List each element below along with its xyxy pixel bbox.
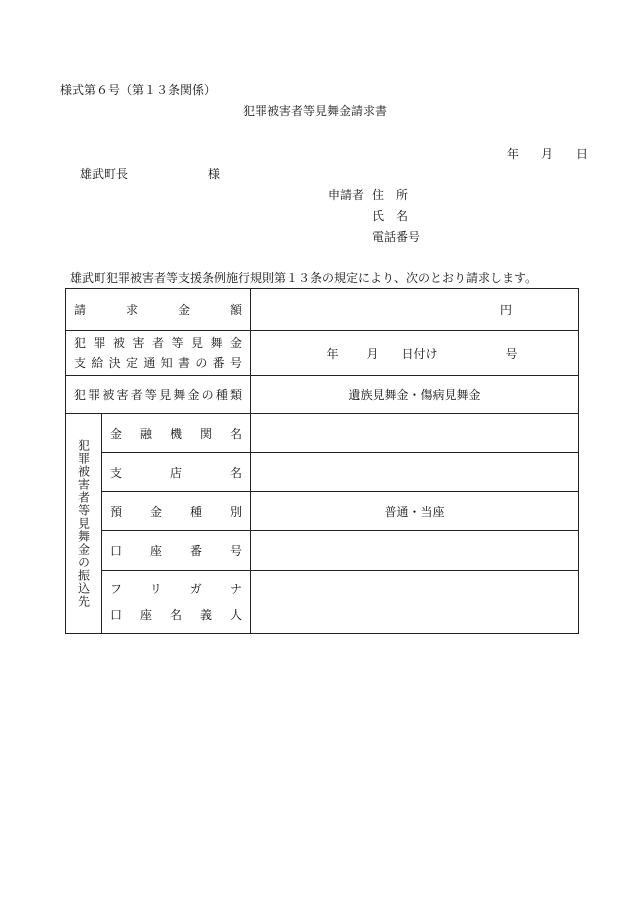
type-label: 犯罪被害者等見舞金の種類 xyxy=(66,376,251,414)
date-month-label: 月 xyxy=(541,147,554,161)
account-holder-field[interactable] xyxy=(251,571,579,634)
account-holder-label xyxy=(102,571,251,634)
form-number: 様式第６号（第１３条関係） xyxy=(60,83,217,97)
amount-unit: 円 xyxy=(500,303,513,317)
deposit-type-value[interactable]: 普通・当座 xyxy=(251,492,579,531)
notice-month: 月 xyxy=(366,346,379,361)
notice-date-suffix: 日付け xyxy=(401,346,438,361)
amount-field[interactable] xyxy=(251,289,579,331)
account-holder-row xyxy=(66,571,579,634)
request-table xyxy=(65,288,579,634)
applicant-address-label: 住 所 xyxy=(372,188,409,202)
account-number-field[interactable] xyxy=(251,531,579,571)
date-year-label: 年 xyxy=(507,147,520,161)
account-holder-name-label: 口座名義人 xyxy=(110,608,243,622)
applicant-phone-label: 電話番号 xyxy=(372,230,421,244)
notice-year: 年 xyxy=(326,346,339,361)
bank-label: 金融機関名 xyxy=(102,414,251,453)
addressee-name: 雄武町長 xyxy=(80,167,129,181)
bank-field[interactable] xyxy=(251,414,579,453)
notice-row xyxy=(66,331,579,376)
addressee-honorific: 様 xyxy=(208,167,221,181)
bank-row xyxy=(66,414,579,453)
furigana-label: フリガナ xyxy=(110,582,243,596)
transfer-group-label: 犯罪被害者等見舞金の振込先 xyxy=(66,414,102,634)
document-title: 犯罪被害者等見舞金請求書 xyxy=(242,104,387,118)
deposit-type-row xyxy=(66,492,579,531)
applicant-label: 申請者 xyxy=(328,188,365,202)
date-day-label: 日 xyxy=(576,147,589,161)
notice-number-suffix: 号 xyxy=(505,346,518,361)
type-value[interactable]: 遺族見舞金・傷病見舞金 xyxy=(251,376,579,414)
deposit-type-label: 預金種別 xyxy=(102,492,251,531)
amount-row xyxy=(66,289,579,331)
intro-statement: 雄武町犯罪被害者等支援条例施行規則第１３条の規定により、次のとおり請求します。 xyxy=(70,271,538,285)
notice-label xyxy=(66,331,251,376)
branch-row xyxy=(66,453,579,492)
account-number-label: 口座番号 xyxy=(102,531,251,571)
notice-field[interactable] xyxy=(251,331,579,376)
notice-label-line1: 犯罪被害者等見舞金 xyxy=(74,336,243,350)
branch-label: 支店名 xyxy=(102,453,251,492)
type-row xyxy=(66,376,579,414)
amount-label: 請求金額 xyxy=(66,289,251,331)
notice-label-line2: 支給決定通知書の番号 xyxy=(74,356,243,370)
applicant-name-label: 氏 名 xyxy=(372,209,409,223)
branch-field[interactable] xyxy=(251,453,579,492)
account-number-row xyxy=(66,531,579,571)
